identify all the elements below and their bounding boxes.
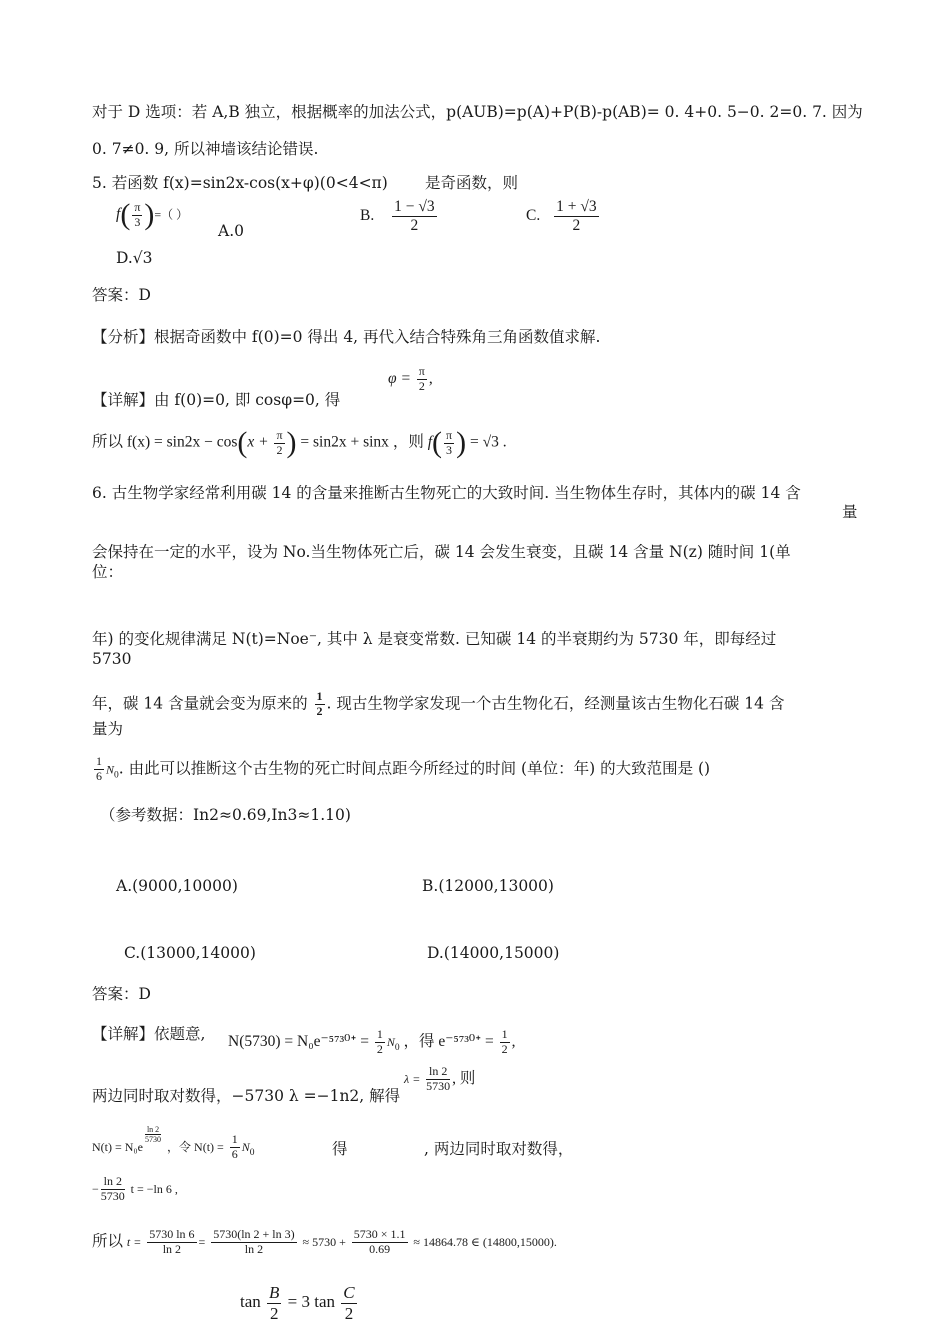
q5-stem: 5. 若函数 f(x)=sin2x-cos(x+φ)(0<4<π) [92, 174, 388, 192]
q5-option-b-fraction [392, 198, 437, 235]
bottom-c: C [343, 1283, 355, 1302]
q6-f1-num: 5730 ln 6 [149, 1227, 195, 1241]
q6-t: t = [126, 1234, 142, 1249]
q6-n0-symbol: N [106, 762, 115, 777]
q5-result: = √3 . [469, 433, 507, 451]
q6-half-den: 2 [316, 703, 323, 718]
q5-f-pi-over-3 [116, 197, 188, 233]
q6-f2-num: 5730(ln 2 + ln 3) [213, 1227, 295, 1241]
q6-exp-num: ln 2 [146, 1125, 160, 1134]
right-paren-icon: ) [456, 426, 467, 459]
q5-option-d: D.√3 [116, 249, 153, 267]
q6-f1-den: ln 2 [162, 1241, 182, 1256]
bottom-tan-formula [240, 1283, 359, 1323]
q6-exp-den: 5730 [145, 1135, 162, 1145]
q6-detail-line1: N(5730) = N₀e⁻⁵⁷³⁰ᐩ = $\frac{1}{2}$ $N_0$ ，得 e⁻⁵⁷³⁰ᐩ = $\frac{1}{2}$ , [228, 1027, 516, 1056]
q6-eq1: = [198, 1234, 206, 1249]
option-d-explanation-line2: 0. 7≠0. 9, 所以神墙该结论错误. [92, 140, 319, 158]
q6-line3-wrap: 5730 [92, 650, 132, 668]
q6-minus-sign: − [92, 1181, 99, 1196]
q6-line4-wrap: 量为 [92, 720, 124, 738]
q6-line2: 会保持在一定的水平，设为 No.当生物体死亡后，碳 14 会发生衰变，且碳 14 含量 N(z) 随时间 1(单 [92, 543, 791, 561]
q5-option-c-numerator: 1 + √3 [556, 198, 597, 215]
q5-option-b-denominator: 2 [410, 216, 419, 234]
q5-detail-intro: 【详解】由 f(0)=0, 即 cosφ=0, 得 [92, 391, 341, 409]
bottom-c-over-2 [341, 1283, 356, 1323]
q5-phi-fraction [417, 365, 427, 394]
q6-f2-den: ln 2 [244, 1241, 264, 1256]
q6-f2 [211, 1228, 296, 1257]
q5-so-prefix: 所以 [92, 433, 124, 451]
q6-n0-c-sub: 0 [249, 1147, 255, 1158]
bottom-b-over-2 [267, 1283, 281, 1323]
left-paren-icon: ( [432, 426, 443, 459]
q6-detail-line2 [92, 1087, 400, 1106]
q5-answer: 答案：D [92, 286, 151, 304]
q6-lambda-value [404, 1065, 475, 1094]
q6-option-b: B.(12000,13000) [422, 877, 554, 895]
q5-phi-equals: φ = [388, 369, 411, 387]
left-paren-icon: ( [120, 198, 131, 231]
q5-option-c [526, 198, 601, 235]
q5-so-expression-b: = sin2x + sinx [300, 433, 389, 451]
q6-lambda-den: 5730 [426, 1078, 451, 1093]
q5-so-pi: π [276, 427, 283, 442]
q6-sixth-2-den: 6 [231, 1146, 238, 1161]
q5-phi-two: 2 [418, 378, 425, 393]
q5-result-f: f [427, 433, 433, 451]
q6-line5 [92, 755, 710, 784]
q5-so-inner: x + [247, 433, 269, 451]
q6-detail-label: 【详解】依题意, [92, 1025, 206, 1043]
q5-then: ，则 [392, 433, 424, 451]
q5-f-symbol: f [116, 205, 121, 223]
q6-half-1 [375, 1028, 385, 1057]
q6-n0-subscript: 0 [114, 770, 119, 781]
q5-three: 3 [134, 214, 141, 229]
q6-nt-expr: N(t) = N₀e [92, 1139, 143, 1154]
q5-pi-over-3-fraction [132, 201, 142, 230]
q6-ln2-over-5730 [101, 1175, 125, 1204]
q6-one-half [315, 690, 325, 719]
q6-half-2 [500, 1028, 510, 1057]
q6-detail-line5 [92, 1228, 557, 1257]
q6-approx1: ≈ 5730 + [302, 1234, 346, 1249]
q6-line1: 6. 古生物学家经常利用碳 14 的含量来推断古生物死亡的大致时间. 当生物体生存时，其体内的碳 14 含 [92, 484, 801, 502]
bottom-eq-3tan: = 3 tan [287, 1291, 336, 1311]
q6-lambda-num: ln 2 [426, 1065, 450, 1080]
q6-t-eq: t = −ln 6 , [130, 1181, 178, 1196]
q6-ln2-num: ln 2 [101, 1175, 125, 1190]
q5-option-a: A.0 [218, 222, 244, 240]
bottom-c-den: 2 [344, 1303, 354, 1323]
q6-reference: （参考数据：In2≈0.69,In3≈1.10) [100, 806, 351, 824]
q6-approx2: ≈ 14864.78 ∈ (14800,15000). [413, 1234, 557, 1249]
q6-n0-b-sub: 0 [394, 1042, 400, 1053]
q6-sixth-den: 6 [96, 768, 102, 783]
q6-line3: 年) 的变化规律满足 N(t)=Noe⁻, 其中 λ 是衰变常数. 已知碳 14 的半衰期约为 5730 年，即每经过 [92, 630, 777, 648]
q6-half-1-den: 2 [376, 1041, 383, 1056]
q5-result-three: 3 [446, 442, 453, 457]
q6-sixth-2-num: 1 [231, 1132, 238, 1147]
q6-half-2-num: 1 [501, 1027, 508, 1041]
q5-option-c-label: C. [526, 206, 541, 224]
right-paren-icon: ) [286, 426, 297, 459]
q5-pi: π [134, 199, 141, 214]
q6-f3-num: 5730 × 1.1 [353, 1227, 406, 1241]
q6-get-exp: ，得 e⁻⁵⁷³⁰ᐩ = [403, 1032, 494, 1050]
q6-get: 得 [332, 1140, 348, 1158]
q5-phi-pi: π [418, 364, 425, 378]
q6-option-c: C.(13000,14000) [124, 944, 256, 962]
option-d-explanation-line1: 对于 D 选项：若 A,B 独立，根据概率的加法公式，p(AUB)=p(A)+P(B)-p(AB)= 0. 4+0. 5−0. 2=0. 7. 因为 [92, 103, 863, 121]
q6-f3 [352, 1228, 408, 1257]
q6-lambda-eq: λ = [404, 1071, 421, 1086]
q6-n5730-expr: N(5730) = N₀e⁻⁵⁷³⁰ᐩ = [228, 1032, 369, 1050]
q6-answer: 答案：D [92, 985, 151, 1003]
q5-result-fraction [444, 429, 454, 458]
q6-option-d: D.(14000,15000) [427, 944, 560, 962]
q5-option-c-fraction [554, 198, 599, 235]
q6-lambda-fraction [426, 1065, 450, 1094]
q5-so-expression-a: f(x) = sin2x − cos [126, 433, 238, 451]
q6-then: , 则 [452, 1069, 476, 1087]
q6-half-num: 1 [316, 689, 323, 703]
bottom-b: B [269, 1283, 280, 1302]
q6-so-prefix: 所以 [92, 1232, 124, 1250]
bottom-tan-1: tan [240, 1291, 261, 1311]
q6-line1-wrap: 量 [842, 503, 858, 521]
q6-detail-line3 [92, 1125, 254, 1162]
q6-f1 [147, 1228, 196, 1257]
q6-sixth-2 [230, 1133, 240, 1162]
q6-line4-a: 年，碳 14 含量就会变为原来的 [92, 694, 308, 713]
q6-one-sixth [94, 755, 104, 784]
q5-option-b-numerator: 1 − √3 [394, 198, 435, 215]
q5-so-two: 2 [276, 442, 283, 457]
q6-line2-wrap: 位： [92, 563, 124, 581]
q6-log-text: 两边同时取对数得，−5730 λ =−1n2, 解得 [92, 1087, 401, 1105]
q6-f3-den: 0.69 [369, 1241, 391, 1256]
q5-phi-value: φ = $\frac{\pi}{2}$ , [388, 364, 433, 393]
q6-detail-line4 [92, 1175, 178, 1204]
q6-half-2-den: 2 [501, 1041, 508, 1056]
q5-so-pi-over-2 [274, 429, 284, 458]
q5-so-line [92, 425, 507, 461]
q5-stem-tail: 是奇函数，则 [425, 174, 519, 192]
q6-line4-b: . 现古生物学家发现一个古生物化石，经测量该古生物化石碳 14 含 [326, 694, 785, 713]
q6-nt-exponent [143, 1125, 163, 1144]
q6-half-1-num: 1 [376, 1027, 383, 1041]
q6-sixth-num: 1 [96, 754, 102, 768]
q5-result-pi: π [446, 427, 453, 442]
q6-line4 [92, 690, 784, 719]
q5-option-c-denominator: 2 [572, 216, 581, 234]
q6-line5-text: . 由此可以推断这个古生物的死亡时间点距今所经过的时间 (单位：年) 的大致范围是 () [118, 759, 711, 778]
q6-option-a: A.(9000,10000) [116, 877, 238, 895]
q6-exp-fraction [145, 1125, 161, 1144]
q6-n0-b: N [386, 1034, 395, 1049]
q6-log-both: , 两边同时取对数得， [424, 1140, 574, 1158]
left-paren-icon: ( [237, 426, 248, 459]
q5-equals-blank: =（ ） [154, 207, 189, 222]
q6-let: ，令 N(t) = [167, 1139, 224, 1154]
bottom-b-den: 2 [269, 1303, 279, 1323]
q5-option-b-label: B. [360, 206, 375, 224]
right-paren-icon: ) [144, 198, 155, 231]
q6-n0-c: N [241, 1139, 250, 1154]
q6-ln2-den: 5730 [100, 1188, 125, 1203]
q5-option-b [360, 198, 439, 235]
q5-analysis: 【分析】根据奇函数中 f(0)=0 得出 4, 再代入结合特殊角三角函数值求解. [92, 328, 601, 346]
